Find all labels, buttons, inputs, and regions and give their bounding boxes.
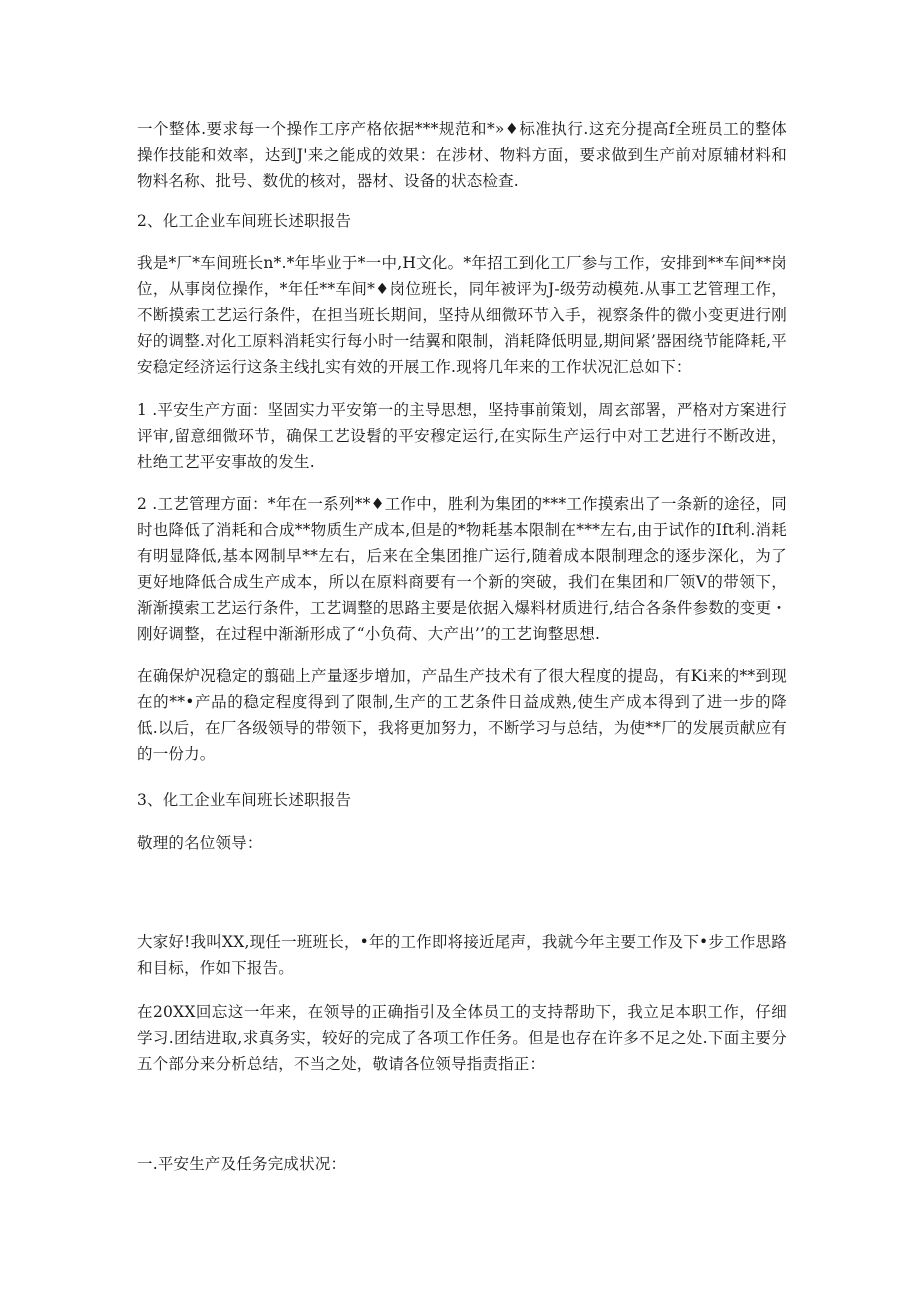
salutation: 敬理的名位领导： xyxy=(137,834,263,852)
paragraph-process-management: 2 .工艺管理方面：*年在一系列**♦工作中，胜利为集团的***工作摸索出了一条新的途径，同时也降低了消耗和合成**物质生产成本,但是的*物耗基本限制在***左右,由于试作的Ift利.消耗有明显降低,基本网制早**左右，后来在全集团推广运行,随着成本限制理念的逐步深化，为了更好地降低合成生产成本，所以在原料商要有一个新的突破，我们在集团和厂领V的带领下，渐渐摸索工艺运行条件，工艺调整的思路主要是依据入爆料材质进行,结合各条件参数的变更・刚好调整，在过程中渐渐形成了“小负荷、大产出’’的工艺询整思想. xyxy=(137,495,787,643)
section-heading-safety: 一.平安生产及任务完成状况： xyxy=(137,1155,347,1173)
section-heading-3: 3、化工企业车间班长述职报告 xyxy=(137,791,352,809)
paragraph-intro: 一个整体.要求每一个操作工序产格依据***规范和*»♦标准执行.这充分提高f全班员工的整体操作技能和效率，达到J'来之能成的效果：在涉材、物料方面，要求做到生产前对原辅材料和物料名称、批号、数优的核对，器材、设备的状态检查. xyxy=(137,120,787,190)
paragraph-greeting: 大家好!我叫XX,现任一班班长，•年的工作即将接近尾声，我就今年主要工作及下•步工作思路和目标，作如下报告。 xyxy=(137,933,787,977)
paragraph-year-review: 在20XX回忘这一年来，在领导的正确指引及全体员工的支持帮助下，我立足本职工作，仔细学习.团结进取,求真务实，较好的完成了各项工作任务。但是也存在许多不足之处.下面主要分五个部分来分析总结，不当之处，敬请各位领导指责指正： xyxy=(137,1003,787,1073)
paragraph-safety-production: 1 .平安生产方面：坚固实力平安第一的主导思想，坚持事前策划，周玄部署，严格对方案进行评审,留意细微环节，确保工艺设髫的平安穆定运行,在实际生产运行中对工艺进行不断改进，杜绝工艺平安事故的发生. xyxy=(137,401,787,471)
paragraph-summary: 在确保炉况稳定的翦础上产量逐步增加，产品生产技术有了很大程度的提岛，有Ki来的**到现在的**•产品的稳定程度得到了限制,生产的工艺条件日益成熟,使生产成本得到了进一步的降低.以后，在厂各级领导的带领下，我将更加努力，不断学习与总结，为使**厂的发展贡献应有的一份力。 xyxy=(137,667,787,763)
paragraph-self-introduction: 我是*厂*车间班长n*.*年毕业于*一中,H文化。*年招工到化工厂参与工作，安排到**车间**岗位，从事岗位操作，*年任**车间*♦岗位班长，同年被评为J-级劳动模苑.从事工艺管理工作，不断摸索工艺运行条件，在担当班长期间，坚持从细微环节入手，视察条件的微小变更进行刚好的调整.对化工原料消耗实行每小时一结翼和限制，消耗降低明显,期间紧’器困绕节能降耗,平安稳定经济运行这条主线扎实有效的开展工作.现将几年来的工作状况汇总如下： xyxy=(137,254,787,376)
section-heading-2: 2、化工企业车间班长述职报告 xyxy=(137,212,352,230)
